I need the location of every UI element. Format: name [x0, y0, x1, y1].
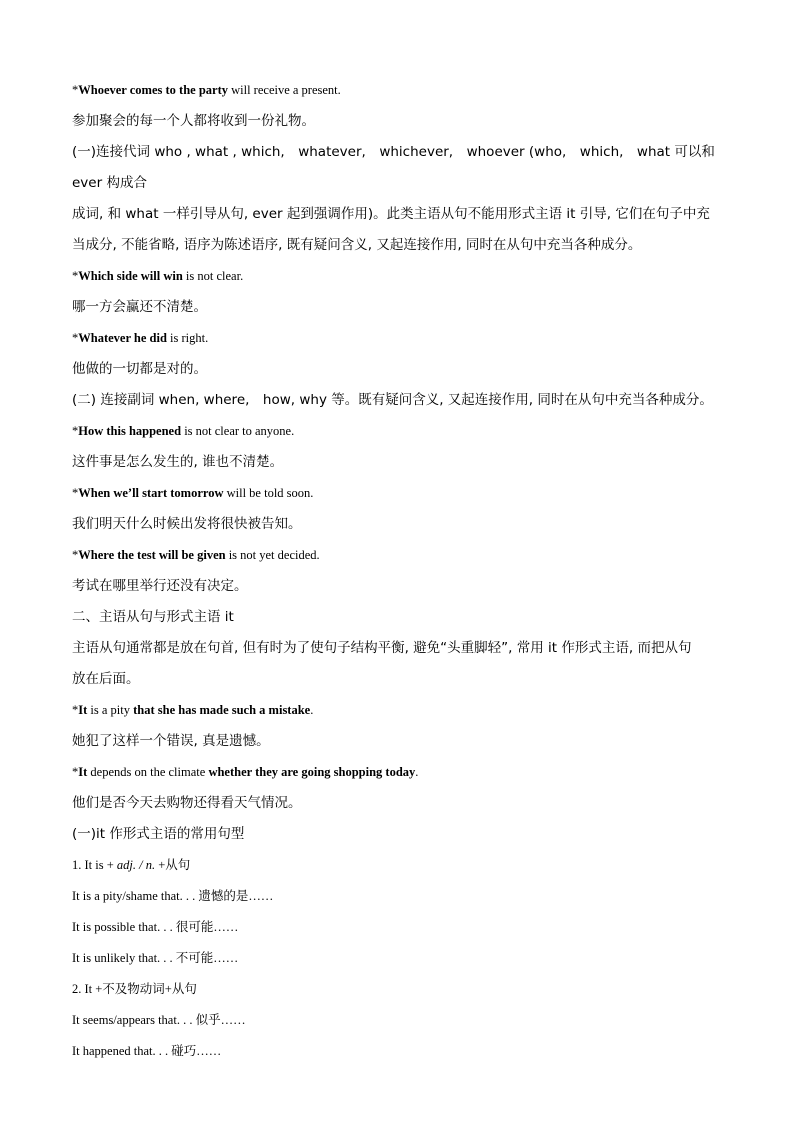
sentence-rest: is not clear.: [182, 269, 244, 283]
example-translation: 哪一方会赢还不清楚。: [72, 299, 207, 315]
example-marker: *: [72, 486, 79, 500]
pattern-item: It is a pity/shame that. . . 遗憾的是……: [72, 889, 274, 903]
paragraph-line: 成词, 和 what 一样引导从句, ever 起到强调作用)。此类主语从句不能用形式主语 it 引导, 它们在句子中充: [72, 206, 710, 222]
example-translation: 这件事是怎么发生的, 谁也不清楚。: [72, 454, 284, 470]
section-adverb-paragraph: (二) 连接副词 when, where, how, why 等。既有疑问含义, 又起连接作用, 同时在从句中充当各种成分。: [72, 392, 713, 408]
pattern-item: It is unlikely that. . . 不可能……: [72, 951, 239, 965]
formal-subject-paragraph: [72, 633, 724, 695]
sentence-rest: is not clear to anyone.: [181, 424, 295, 438]
section-heading: 二、主语从句与形式主语 it: [72, 609, 234, 625]
pattern-italic: adj. / n.: [116, 858, 156, 872]
subject-clause: Where the test will be given: [78, 548, 226, 562]
pattern-item: It happened that. . . 碰巧……: [72, 1044, 222, 1058]
sentence-middle: depends on the climate: [87, 765, 209, 779]
example-marker: *: [72, 424, 79, 438]
sentence-middle: is a pity: [87, 703, 134, 717]
example-sentence: [72, 328, 724, 349]
example-sentence: [72, 762, 724, 783]
pattern-heading: 2. It +不及物动词+从句: [72, 982, 197, 996]
example-sentence: [72, 700, 724, 721]
example-sentence: [72, 266, 724, 287]
example-translation: 我们明天什么时候出发将很快被告知。: [72, 516, 302, 532]
example-marker: *: [72, 548, 79, 562]
subsection-heading: (一)it 作形式主语的常用句型: [72, 826, 245, 842]
subject-clause: that she has made such a mistake: [133, 703, 311, 717]
pattern-lead: 1. It is +: [72, 858, 117, 872]
example-translation: 参加聚会的每一个人都将收到一份礼物。: [72, 113, 315, 129]
example-marker: *: [72, 703, 79, 717]
sentence-rest: will receive a present.: [227, 83, 341, 97]
paragraph-line: 主语从句通常都是放在句首, 但有时为了使句子结构平衡, 避免“头重脚轻”, 常用 it 作形式主语, 而把从句: [72, 640, 692, 656]
formal-subject: It: [78, 765, 88, 779]
section-pronoun-paragraph: [72, 137, 724, 261]
subject-clause: Whatever he did: [78, 331, 167, 345]
example-translation: 她犯了这样一个错误, 真是遗憾。: [72, 733, 270, 749]
subject-clause: How this happened: [78, 424, 182, 438]
sentence-end: .: [310, 703, 314, 717]
example-marker: *: [72, 331, 79, 345]
subject-clause: whether they are going shopping today: [208, 765, 416, 779]
subject-clause: Which side will win: [78, 269, 183, 283]
pattern-tail: +从句: [155, 858, 191, 872]
example-translation: 考试在哪里举行还没有决定。: [72, 578, 248, 594]
example-sentence: [72, 483, 724, 504]
paragraph-line: (一)连接代词 who , what , which, whatever, whichever, whoever (who, which, what 可以和 ever 构成合: [72, 144, 715, 191]
example-marker: *: [72, 269, 79, 283]
sentence-end: .: [415, 765, 419, 779]
paragraph-line: 当成分, 不能省略, 语序为陈述语序, 既有疑问含义, 又起连接作用, 同时在从句中充当各种成分。: [72, 237, 642, 253]
example-translation: 他做的一切都是对的。: [72, 361, 207, 377]
sentence-rest: is right.: [166, 331, 209, 345]
subject-clause: Whoever comes to the party: [78, 83, 228, 97]
pattern-heading: [72, 855, 724, 876]
formal-subject: It: [78, 703, 88, 717]
example-sentence: [72, 80, 724, 101]
subject-clause: When we’ll start tomorrow: [78, 486, 224, 500]
sentence-rest: will be told soon.: [223, 486, 314, 500]
example-marker: *: [72, 83, 79, 97]
pattern-item: It is possible that. . . 很可能……: [72, 920, 239, 934]
sentence-rest: is not yet decided.: [225, 548, 320, 562]
example-sentence: [72, 545, 724, 566]
pattern-item: It seems/appears that. . . 似乎……: [72, 1013, 246, 1027]
example-translation: 他们是否今天去购物还得看天气情况。: [72, 795, 302, 811]
example-marker: *: [72, 765, 79, 779]
example-sentence: [72, 421, 724, 442]
paragraph-line: 放在后面。: [72, 671, 140, 687]
document-page: [72, 80, 724, 1072]
